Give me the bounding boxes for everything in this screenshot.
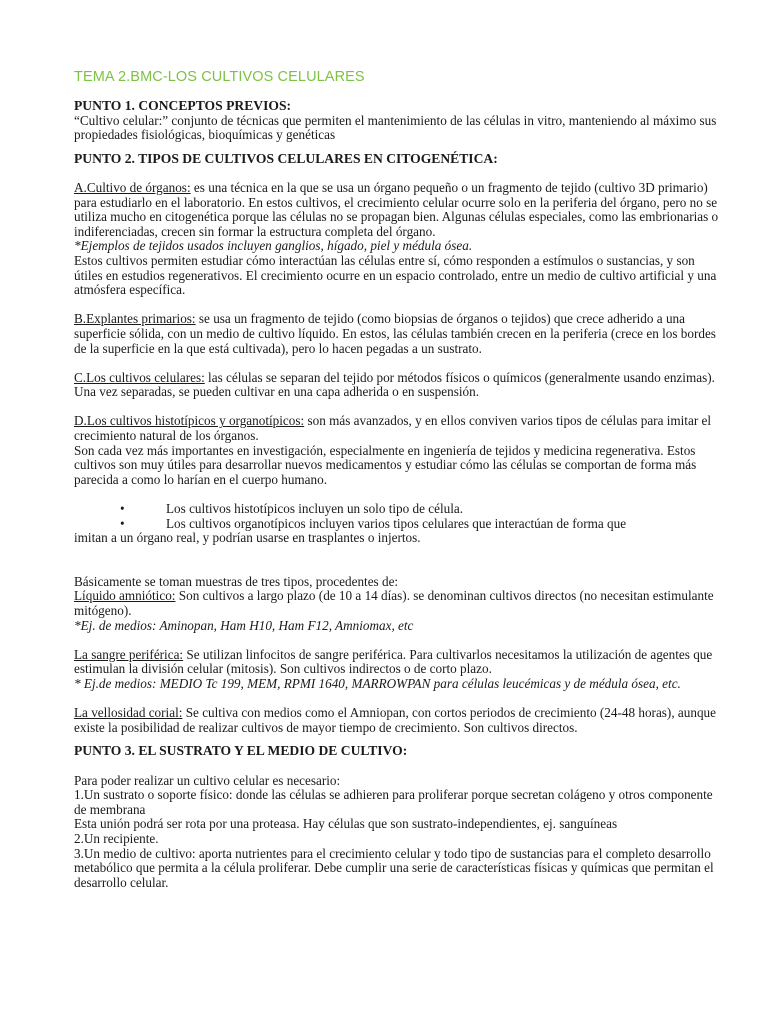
bullet-text: Los cultivos organotípicos incluyen varios tipos celulares que interactúan de forma que (166, 515, 627, 531)
bullet-item-histotipicos (74, 502, 720, 517)
document-title: TEMA 2.BMC-LOS CULTIVOS CELULARES (74, 69, 365, 85)
liquido-label: Líquido amniótico: (74, 588, 176, 604)
bullet-text-continuation: imitan a un órgano real, y podrían usarse en trasplantes o injertos. (74, 530, 421, 546)
section-a-text2: Estos cultivos permiten estudiar cómo interactúan las células entre sí, cómo responden a estímulos o sustancias, y son útiles en estudios regenerativos. El crecimiento ocurre en un espacio controlado, entre un medio de cultivo artificial y una atmósfera específica. (74, 252, 717, 298)
punto2-heading: PUNTO 2. TIPOS DE CULTIVOS CELULARES EN CITOGENÉTICA: (74, 150, 498, 166)
vellosidad-paragraph (74, 706, 720, 735)
section-a-paragraph (74, 181, 720, 239)
muestras-intro: Básicamente se toman muestras de tres tipos, procedentes de: (74, 573, 399, 589)
punto3-item3: 3.Un medio de cultivo: aporta nutrientes para el crecimiento celular y todo tipo de sustancias para el completo desarrollo metabólico que permita a la célula proliferar. Debe cumplir una serie de características físicas y químicas que permitan el desarrollo celular. (74, 845, 714, 890)
section-a-text: es una técnica en la que se usa un órgano pequeño o un fragmento de tejido (cultivo 3D primario) para estudiarlo en el laboratorio. En estos cultivos, el crecimiento celular ocurre solo en la periferia del órgano, pero no se utiliza mucho en citogenética porque las células no se propagan bien. Algunas células especiales, como las embrionarias o indiferenciadas, crecen sin formar la estructura completa del órgano. (74, 179, 719, 239)
vellosidad-label: La vellosidad corial: (74, 705, 183, 721)
liquido-paragraph (74, 589, 720, 618)
section-d-text: son más avanzados, y en ellos conviven varios tipos de células para imitar el crecimiento natural de los órganos. (74, 413, 712, 444)
section-a-label: A.Cultivo de órganos: (74, 179, 191, 195)
punto1-definition: “Cultivo celular:” conjunto de técnicas que permiten el mantenimiento de las células in vitro, manteniendo al máximo sus propiedades fisiológicas, bioquímicas y genéticas (74, 112, 717, 143)
punto3-intro: Para poder realizar un cultivo celular es necesario: (74, 772, 341, 788)
section-d-text2: Son cada vez más importantes en investigación, especialmente en ingeniería de tejidos y medicina regenerativa. Estos cultivos son muy útiles para desarrollar nuevos medicamentos y estudiar cómo las células se comportan de forma más parecida a como lo harían en el cuerpo humano. (74, 442, 697, 487)
bullet-icon: • (120, 515, 125, 531)
vellosidad-text: Se cultiva con medios como el Amniopan, con cortos periodos de crecimiento (24-48 horas), aunque existe la posibilidad de realizar cultivos de mayor tiempo de crecimiento. Son cultivos directos. (74, 705, 716, 735)
section-b-text: se usa un fragmento de tejido (como biopsias de órganos o tejidos) que crece adherido a una superficie sólida, con un medio de cultivo líquido. En estos, las células también crecen en la periferia (crece en los bordes de la superficie en la que está cultivada), pero lo hacen pegadas a un sustrato. (74, 311, 716, 356)
sangre-paragraph (74, 648, 720, 677)
bullet-text: Los cultivos histotípicos incluyen un solo tipo de célula. (166, 501, 464, 517)
liquido-text: Son cultivos a largo plazo (de 10 a 14 días). se denominan cultivos directos (no necesitan estimulante mitógeno). (74, 588, 714, 618)
section-a-example: *Ejemplos de tejidos usados incluyen ganglios, hígado, piel y médula ósea. (74, 238, 473, 254)
bullet-item-organotipicos (74, 517, 720, 532)
section-b-label: B.Explantes primarios: (74, 311, 196, 327)
punto3-heading: PUNTO 3. EL SUSTRATO Y EL MEDIO DE CULTIVO: (74, 743, 408, 759)
section-d-paragraph (74, 414, 720, 443)
section-d-label: D.Los cultivos histotípicos y organotípicos: (74, 413, 305, 429)
sangre-label: La sangre periférica: (74, 646, 184, 662)
section-c-label: C.Los cultivos celulares: (74, 369, 205, 385)
section-b-paragraph (74, 312, 720, 356)
punto3-item1b: Esta unión podrá ser rota por una proteasa. Hay células que son sustrato-independientes, ej. sanguíneas (74, 816, 618, 832)
punto1-heading: PUNTO 1. CONCEPTOS PREVIOS: (74, 98, 292, 113)
liquido-example: *Ej. de medios: Aminopan, Ham H10, Ham F12, Amniomax, etc (74, 617, 414, 633)
punto3-item1: 1.Un sustrato o soporte físico: donde las células se adhieren para proliferar porque secretan colágeno y otros componente de membrana (74, 787, 713, 817)
section-c-text: las células se separan del tejido por métodos físicos o químicos (generalmente usando enzimas). Una vez separadas, se pueden cultivar en una capa adherida o en suspensión. (74, 369, 715, 400)
section-c-paragraph (74, 371, 720, 400)
sangre-text: Se utilizan linfocitos de sangre periférica. Para cultivarlos necesitamos la utilización de agentes que estimulan la división celular (mitosis). Son cultivos indirectos o de corto plazo. (74, 646, 713, 677)
bullet-icon: • (120, 501, 125, 517)
sangre-example: * Ej.de medios: MEDIO Tc 199, MEM, RPMI 1640, MARROWPAN para células leucémicas y de médula ósea, etc. (74, 675, 681, 691)
punto3-item2: 2.Un recipiente. (74, 830, 159, 846)
